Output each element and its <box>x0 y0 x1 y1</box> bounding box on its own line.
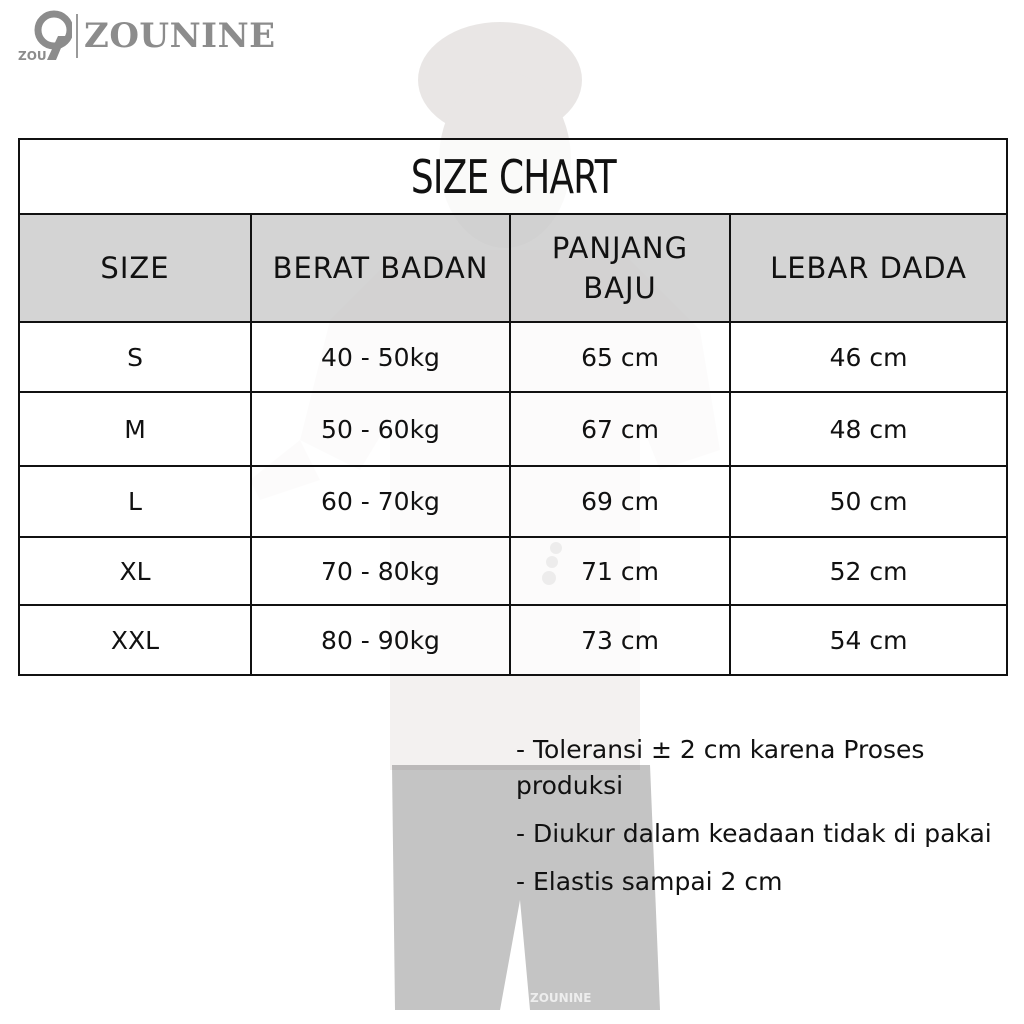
header-row <box>19 214 1007 322</box>
cell-panjang-baju: 67 cm <box>510 392 730 466</box>
cell-size: XL <box>19 537 251 605</box>
cell-panjang-baju: 73 cm <box>510 605 730 675</box>
cell-size: S <box>19 322 251 392</box>
brand-name: ZOUNINE <box>84 16 276 56</box>
note-item: - Elastis sampai 2 cm <box>516 867 783 896</box>
header-lebar-dada: LEBAR DADA <box>730 214 1007 322</box>
brand-logo <box>16 10 276 62</box>
zounine-logo-icon <box>16 10 72 62</box>
cell-panjang-baju: 65 cm <box>510 322 730 392</box>
header-panjang-baju: PANJANG BAJU <box>510 214 730 322</box>
cell-berat-badan: 70 - 80kg <box>251 537 510 605</box>
size-notes <box>516 732 1006 912</box>
header-size: SIZE <box>19 214 251 322</box>
header-berat-badan: BERAT BADAN <box>251 214 510 322</box>
size-chart-title: SIZE CHART <box>19 139 1007 214</box>
table-row <box>19 466 1007 537</box>
cell-berat-badan: 40 - 50kg <box>251 322 510 392</box>
cell-berat-badan: 80 - 90kg <box>251 605 510 675</box>
cell-lebar-dada: 54 cm <box>730 605 1007 675</box>
cell-panjang-baju: 71 cm <box>510 537 730 605</box>
cell-lebar-dada: 48 cm <box>730 392 1007 466</box>
logo-divider <box>76 14 78 58</box>
table-row <box>19 322 1007 392</box>
cell-size: L <box>19 466 251 537</box>
cell-lebar-dada: 46 cm <box>730 322 1007 392</box>
cell-berat-badan: 60 - 70kg <box>251 466 510 537</box>
cell-size: XXL <box>19 605 251 675</box>
table-row <box>19 605 1007 675</box>
note-item: - Diukur dalam keadaan tidak di pakai <box>516 819 992 848</box>
svg-text:ZOU: ZOU <box>18 49 47 62</box>
size-chart-table <box>18 138 1008 676</box>
cell-lebar-dada: 52 cm <box>730 537 1007 605</box>
note-item: - Toleransi ± 2 cm karena Proses produksi <box>516 735 925 800</box>
cell-berat-badan: 50 - 60kg <box>251 392 510 466</box>
cell-lebar-dada: 50 cm <box>730 466 1007 537</box>
table-row <box>19 537 1007 605</box>
table-row <box>19 392 1007 466</box>
cell-size: M <box>19 392 251 466</box>
svg-text:ZOUNINE: ZOUNINE <box>530 991 592 1005</box>
cell-panjang-baju: 69 cm <box>510 466 730 537</box>
